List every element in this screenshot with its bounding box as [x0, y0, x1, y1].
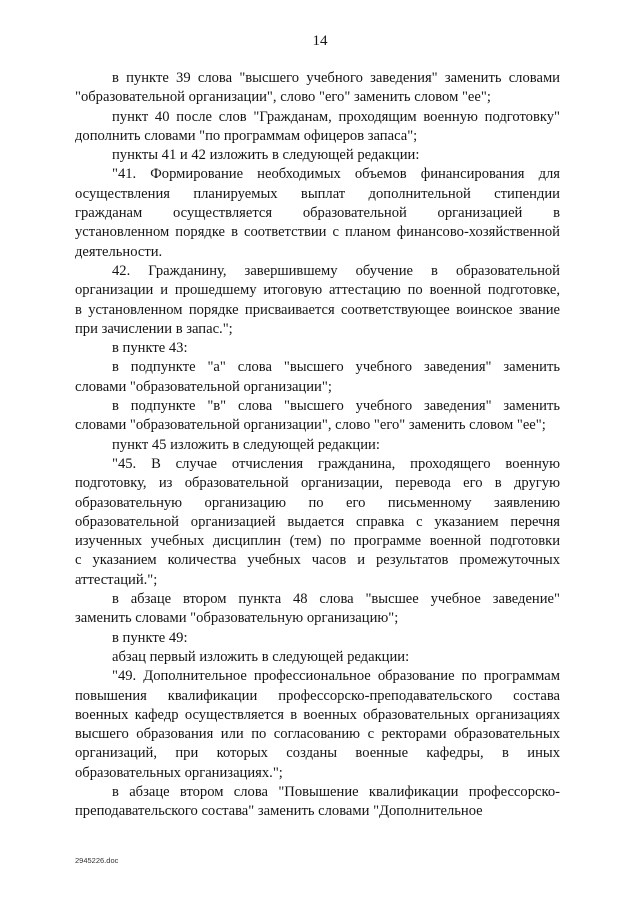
text-line: гражданам осуществляется образовательной организацией в — [75, 205, 560, 222]
text-line: словами "образовательной организации", слово "его" заменить словом "ее"; — [75, 417, 546, 434]
text-line: пункт 45 изложить в следующей редакции: — [112, 436, 380, 453]
paragraph — [75, 783, 560, 822]
paragraph — [75, 165, 560, 261]
text-line: заменить словами "образовательную организацию"; — [75, 610, 399, 627]
paragraph — [75, 69, 560, 108]
text-line: в абзаце втором слова "Повышение квалификации профессорско- — [112, 783, 560, 800]
text-line: в пункте 39 слова "высшего учебного заведения" заменить словами — [112, 70, 560, 86]
text-line: в абзаце втором пункта 48 слова "высшее учебное заведение" — [112, 591, 560, 608]
text-line: осуществления планируемых выплат дополнительной стипендии — [75, 185, 560, 202]
text-line: деятельности. — [75, 243, 163, 260]
text-line: организации и прошедшему итоговую аттестацию по военной подготовке, — [75, 282, 560, 299]
document-body — [75, 69, 560, 822]
text-line: "образовательной организации", слово "его" заменить словом "ее"; — [75, 89, 491, 106]
text-line: в подпункте "а" слова "высшего учебного заведения" заменить — [112, 359, 560, 376]
text-line: образовательных организациях."; — [75, 764, 283, 781]
document-filename: 2945226.doc — [75, 856, 119, 865]
paragraph — [75, 436, 560, 455]
text-line: военных кафедр осуществляется в военных образовательных организациях — [75, 706, 560, 723]
text-line: абзац первый изложить в следующей редакции: — [112, 648, 410, 665]
text-line: в подпункте "в" слова "высшего учебного заведения" заменить — [112, 398, 560, 415]
text-line: в установленном порядке присваивается соответствующее воинское звание — [75, 301, 560, 318]
paragraph — [75, 339, 560, 358]
text-line: образовательную организацию по его письменному заявлению — [75, 494, 560, 511]
text-line: "49. Дополнительное профессиональное образование по программам — [112, 668, 560, 685]
text-line: с указанием количества учебных часов и результатов промежуточных — [75, 552, 560, 569]
paragraph — [75, 358, 560, 397]
text-line: пункты 41 и 42 изложить в следующей редакции: — [112, 147, 420, 164]
text-line: преподавательского состава" заменить словами "Дополнительное — [75, 803, 483, 820]
text-line: в пункте 43: — [112, 340, 188, 357]
text-line: дополнить словами "по программам офицеров запаса"; — [75, 127, 418, 144]
paragraph — [75, 455, 560, 590]
text-line: установленном порядке в соответствии с планом финансово-хозяйственной — [75, 224, 560, 241]
paragraph — [75, 262, 560, 339]
paragraph — [75, 667, 560, 783]
paragraph — [75, 629, 560, 648]
paragraph — [75, 146, 560, 165]
text-line: словами "образовательной организации"; — [75, 378, 332, 395]
text-line: пункт 40 после слов "Гражданам, проходящим военную подготовку" — [112, 108, 560, 125]
text-line: организаций, при которых созданы военные кафедры, в иных — [75, 745, 560, 762]
text-line: в пункте 49: — [112, 629, 188, 646]
text-line: подготовку, из образовательной организации, перевода его в другую — [75, 475, 560, 492]
text-line: высшего образования или по согласованию с ректорами образовательных — [75, 726, 560, 743]
paragraph — [75, 397, 560, 436]
text-line: "45. В случае отчисления гражданина, проходящего военную — [112, 455, 560, 472]
paragraph — [75, 590, 560, 629]
paragraph — [75, 648, 560, 667]
text-line: образовательной организацией выдается справка с указанием перечня — [75, 513, 560, 530]
paragraph — [75, 108, 560, 147]
text-line: 42. Гражданину, завершившему обучение в образовательной — [112, 262, 560, 279]
text-line: аттестаций."; — [75, 571, 158, 588]
text-line: "41. Формирование необходимых объемов финансирования для — [112, 166, 560, 183]
page-number: 14 — [312, 33, 328, 49]
text-line: при зачислении в запас."; — [75, 320, 233, 337]
text-line: изученных учебных дисциплин (тем) по программе военной подготовки — [75, 533, 560, 550]
text-line: повышения квалификации профессорско-преподавательского состава — [75, 687, 560, 704]
